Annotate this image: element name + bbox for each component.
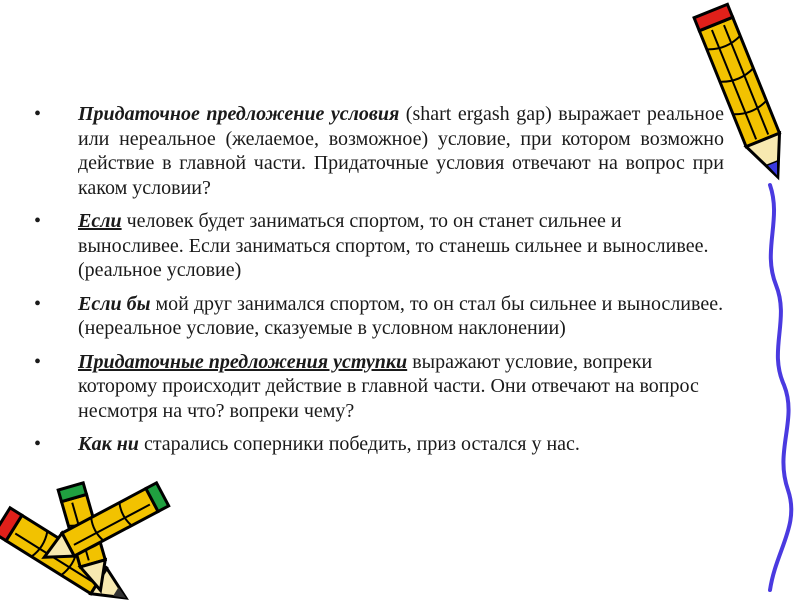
list-item [34, 350, 724, 424]
bullet-marker: • [34, 350, 42, 373]
bullet-lead: Придаточное предложение условия [78, 103, 400, 125]
bullet-lead: Если бы [78, 292, 151, 315]
bullet-marker: • [34, 292, 42, 315]
bullet-list [34, 102, 724, 466]
bullet-text: старались соперники победить, приз остался у нас. [138, 433, 580, 455]
bullet-marker: • [34, 433, 42, 455]
list-item [34, 209, 724, 283]
list-item [34, 292, 724, 341]
bullet-lead: Как ни [78, 433, 139, 455]
bullet-marker: • [34, 103, 42, 125]
bullet-text: человек будет заниматься спортом, то он станет сильнее и выносливее. Если заниматься спортом, то станешь сильнее и выносливее. (реальное условие) [78, 210, 709, 281]
list-item [34, 432, 724, 457]
purple-squiggle-line [770, 185, 791, 590]
list-item [34, 102, 724, 200]
bullet-lead: Придаточные предложения уступки [78, 350, 408, 373]
bullet-text: выражают условие, вопреки которому происходит действие в главной части. Они отвечают на вопрос несмотря на что? вопреки чему? [78, 350, 699, 422]
bullet-lead: Если [78, 210, 122, 232]
bullet-marker: • [34, 210, 42, 232]
bullet-text: мой друг занимался спортом, то он стал бы сильнее и выносливее. (нереальное условие, сказуемые в условном наклонении) [78, 292, 724, 339]
bullet-text: (shart ergash gap) выражает реальное или нереальное (желаемое, возможное) условие, при котором возможно действие в главной части. Придаточные условия отвечают на вопрос при каком условии? [78, 103, 724, 199]
